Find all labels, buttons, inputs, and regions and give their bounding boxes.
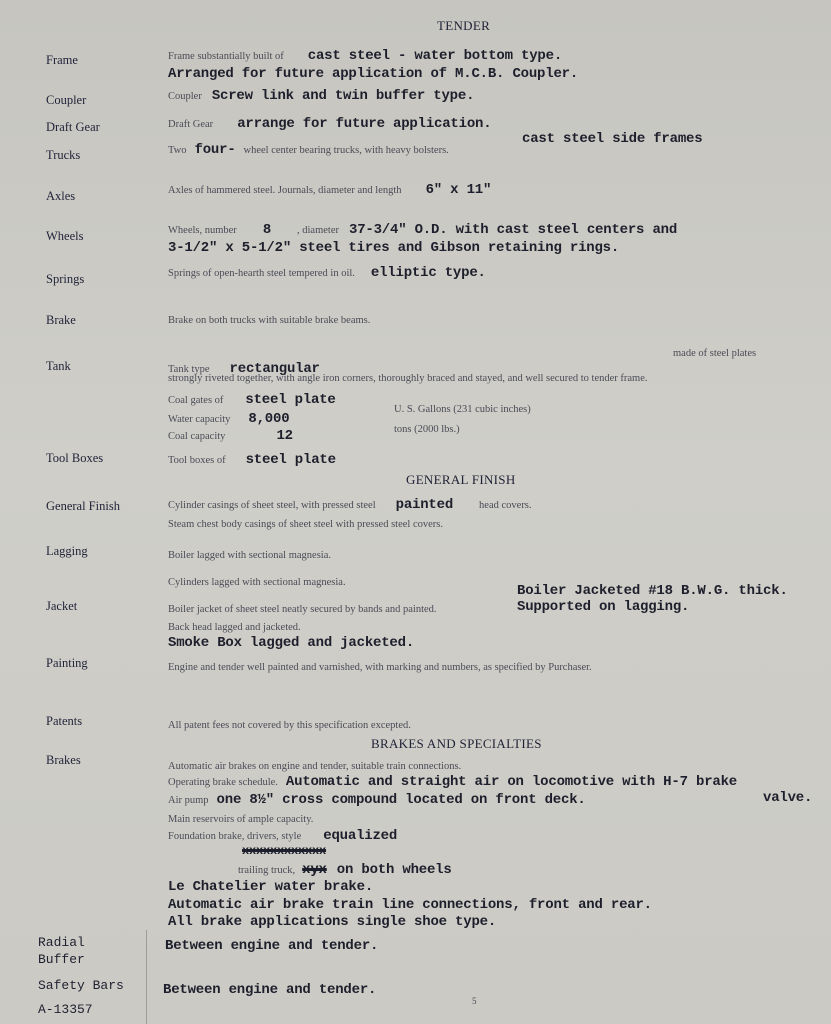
painting-line: [168, 657, 592, 675]
brakes-printed-6: trailing truck,: [238, 865, 296, 876]
lagging-line-1: [168, 545, 331, 563]
lagging-printed-1: Boiler lagged with sectional magnesia.: [168, 550, 331, 561]
label-frame: Frame: [46, 53, 78, 67]
label-general-finish: General Finish: [46, 499, 120, 513]
label-brake: Brake: [46, 313, 76, 327]
frame-typed-2: Arranged for future application of M.C.B. Coupler.: [168, 66, 579, 82]
general-finish-line: [168, 495, 532, 513]
label-safety-bars: Safety Bars: [38, 978, 124, 993]
brakes-line-4: [168, 809, 313, 827]
label-coupler: Coupler: [46, 93, 87, 107]
brakes-printed-3: Air pump: [168, 795, 209, 806]
document-number: A-13357: [38, 1002, 93, 1017]
label-jacket: Jacket: [46, 599, 78, 613]
axles-typed: 6" x 11": [425, 182, 492, 198]
label-lagging: Lagging: [46, 544, 88, 558]
axles-printed: Axles of hammered steel. Journals, diameter and length: [168, 185, 402, 196]
wheels-typed-2: 3-1/2" x 5-1/2" steel tires and Gibson retaining rings.: [168, 240, 620, 256]
label-springs: Springs: [46, 272, 85, 286]
axles-line: [168, 180, 491, 198]
brakes-typed-3b: valve.: [763, 790, 813, 806]
jacket-line-3: [168, 633, 414, 651]
section-title-brakes-specialties: BRAKES AND SPECIALTIES: [371, 736, 542, 751]
frame-line-2: [168, 64, 578, 82]
brake-printed: Brake on both trucks with suitable brake beams.: [168, 315, 371, 326]
jacket-typed-1: Boiler Jacketed #18 B.W.G. thick.: [517, 583, 788, 599]
general-finish-printed-1b: head covers.: [479, 500, 532, 511]
label-brakes: Brakes: [46, 753, 81, 767]
safety-bars-typed: Between engine and tender.: [163, 982, 377, 998]
brakes-printed-4: Main reservoirs of ample capacity.: [168, 814, 314, 825]
tank-coal-label: Coal capacity: [168, 431, 226, 442]
brakes-line-5: [168, 826, 397, 844]
brakes-printed-1: Automatic air brakes on engine and tender, suitable train connections.: [168, 761, 462, 772]
tank-coal-gates-line: [168, 390, 336, 408]
brakes-struck-text: xxxxxxxxxxxx: [242, 844, 327, 858]
wheels-number: 8: [262, 222, 272, 238]
lagging-printed-2: Cylinders lagged with sectional magnesia.: [168, 577, 346, 588]
general-finish-printed-2: Steam chest body casings of sheet steel with pressed steel covers.: [168, 519, 443, 530]
springs-line: [168, 263, 486, 281]
tank-water-value: 8,000: [248, 411, 290, 427]
wheels-line: [168, 220, 677, 238]
section-title-tender: TENDER: [437, 18, 491, 33]
trucks-printed-pre: Two: [168, 145, 187, 156]
label-patents: Patents: [46, 714, 83, 728]
brakes-printed-5: Foundation brake, drivers, style: [168, 831, 302, 842]
wheels-typed: 37-3/4" O.D. with cast steel centers and: [349, 222, 678, 238]
jacket-printed-1: Boiler jacket of sheet steel neatly secured by bands and painted.: [168, 604, 437, 615]
tank-type-typed: rectangular: [229, 361, 320, 377]
patents-line: [168, 715, 411, 733]
tank-coal-unit: tons (2000 lbs.): [394, 424, 460, 435]
brakes-struck-2: xyx: [302, 862, 327, 878]
trucks-printed-post: wheel center bearing trucks, with heavy bolsters.: [243, 145, 449, 156]
label-wheels: Wheels: [46, 229, 84, 243]
trucks-typed-2: cast steel side frames: [522, 131, 703, 147]
general-finish-printed-1: Cylinder casings of sheet steel, with pressed steel: [168, 500, 376, 511]
tool-boxes-line: [168, 450, 336, 468]
section-title-general-finish: GENERAL FINISH: [406, 472, 516, 487]
jacket-typed-2: Supported on lagging.: [517, 599, 690, 615]
painting-printed: Engine and tender well painted and varnished, with marking and numbers, as specified by Purchaser.: [168, 662, 592, 673]
tank-water-line: [168, 409, 289, 427]
tank-rivet-printed: strongly riveted together, with angle iron corners, thoroughly braced and stayed, and well secured to tender frame.: [168, 373, 648, 384]
tank-plates-printed: made of steel plates: [673, 348, 757, 359]
frame-printed: Frame substantially built of: [168, 51, 284, 62]
frame-line: [168, 46, 562, 64]
brakes-typed-8: Automatic air brake train line connections, front and rear.: [168, 897, 652, 913]
tank-type-printed: Tank type: [168, 364, 210, 375]
label-draft-gear: Draft Gear: [46, 120, 100, 134]
tank-coal-value: 12: [276, 428, 293, 444]
trucks-typed: four-: [194, 142, 236, 158]
brakes-line-8: [168, 895, 652, 913]
trucks-line: [168, 140, 449, 158]
page-mark: 5: [472, 996, 477, 1006]
tank-water-label: Water capacity: [168, 414, 231, 425]
safety-bars-line: [163, 980, 376, 998]
lagging-line-2: [168, 572, 346, 590]
tank-rivet-line: [168, 368, 648, 386]
draft-gear-line: [168, 114, 491, 132]
label-axles: Axles: [46, 189, 76, 203]
brakes-typed-7: Le Chatelier water brake.: [168, 879, 374, 895]
brakes-typed-5: equalized: [323, 828, 398, 844]
coupler-line: [168, 86, 474, 104]
brakes-line-6: [238, 860, 452, 878]
tank-coal-gates-label: Coal gates of: [168, 395, 224, 406]
wheels-printed-pre: Wheels, number: [168, 225, 237, 236]
frame-typed: cast steel - water bottom type.: [307, 48, 563, 64]
brakes-printed-2: Operating brake schedule.: [168, 777, 278, 788]
brakes-typed-2: Automatic and straight air on locomotive with H-7 brake: [285, 774, 737, 790]
label-tool-boxes: Tool Boxes: [46, 451, 104, 465]
radial-buffer-line: [165, 936, 378, 954]
column-divider: [146, 930, 147, 1024]
label-tank: Tank: [46, 359, 71, 373]
brakes-typed-6: on both wheels: [336, 862, 452, 878]
jacket-typed-3: Smoke Box lagged and jacketed.: [168, 635, 415, 651]
tank-coal-line: [168, 426, 293, 444]
general-finish-typed: painted: [395, 497, 454, 513]
draft-gear-printed: Draft Gear: [168, 119, 214, 130]
tank-water-unit: U. S. Gallons (231 cubic inches): [394, 404, 531, 415]
brakes-line-9: [168, 912, 496, 930]
tool-boxes-typed: steel plate: [245, 452, 336, 468]
springs-typed: elliptic type.: [370, 265, 486, 281]
draft-gear-typed: arrange for future application.: [237, 116, 492, 132]
jacket-printed-2: Back head lagged and jacketed.: [168, 622, 301, 633]
patents-printed: All patent fees not covered by this specification excepted.: [168, 720, 411, 731]
brakes-line-2: [168, 772, 737, 790]
label-radial: Radial: [38, 935, 85, 950]
springs-printed: Springs of open-hearth steel tempered in oil.: [168, 268, 355, 279]
brakes-typed-3: one 8½" cross compound located on front deck.: [216, 792, 586, 808]
coupler-printed: Coupler: [168, 91, 202, 102]
brake-line: [168, 310, 370, 328]
label-buffer: Buffer: [38, 952, 85, 967]
general-finish-line-2: [168, 514, 443, 532]
brakes-typed-9: All brake applications single shoe type.: [168, 914, 497, 930]
label-trucks: Trucks: [46, 148, 81, 162]
wheels-line-2: [168, 238, 619, 256]
wheels-printed-mid: , diameter: [297, 225, 339, 236]
label-painting: Painting: [46, 656, 88, 670]
brakes-line-7: [168, 877, 373, 895]
jacket-line-1: [168, 599, 437, 617]
tool-boxes-printed: Tool boxes of: [168, 455, 226, 466]
brakes-line-3: [168, 790, 586, 808]
radial-buffer-typed: Between engine and tender.: [165, 938, 379, 954]
tank-coal-gates-value: steel plate: [245, 392, 336, 408]
coupler-typed: Screw link and twin buffer type.: [211, 88, 475, 104]
